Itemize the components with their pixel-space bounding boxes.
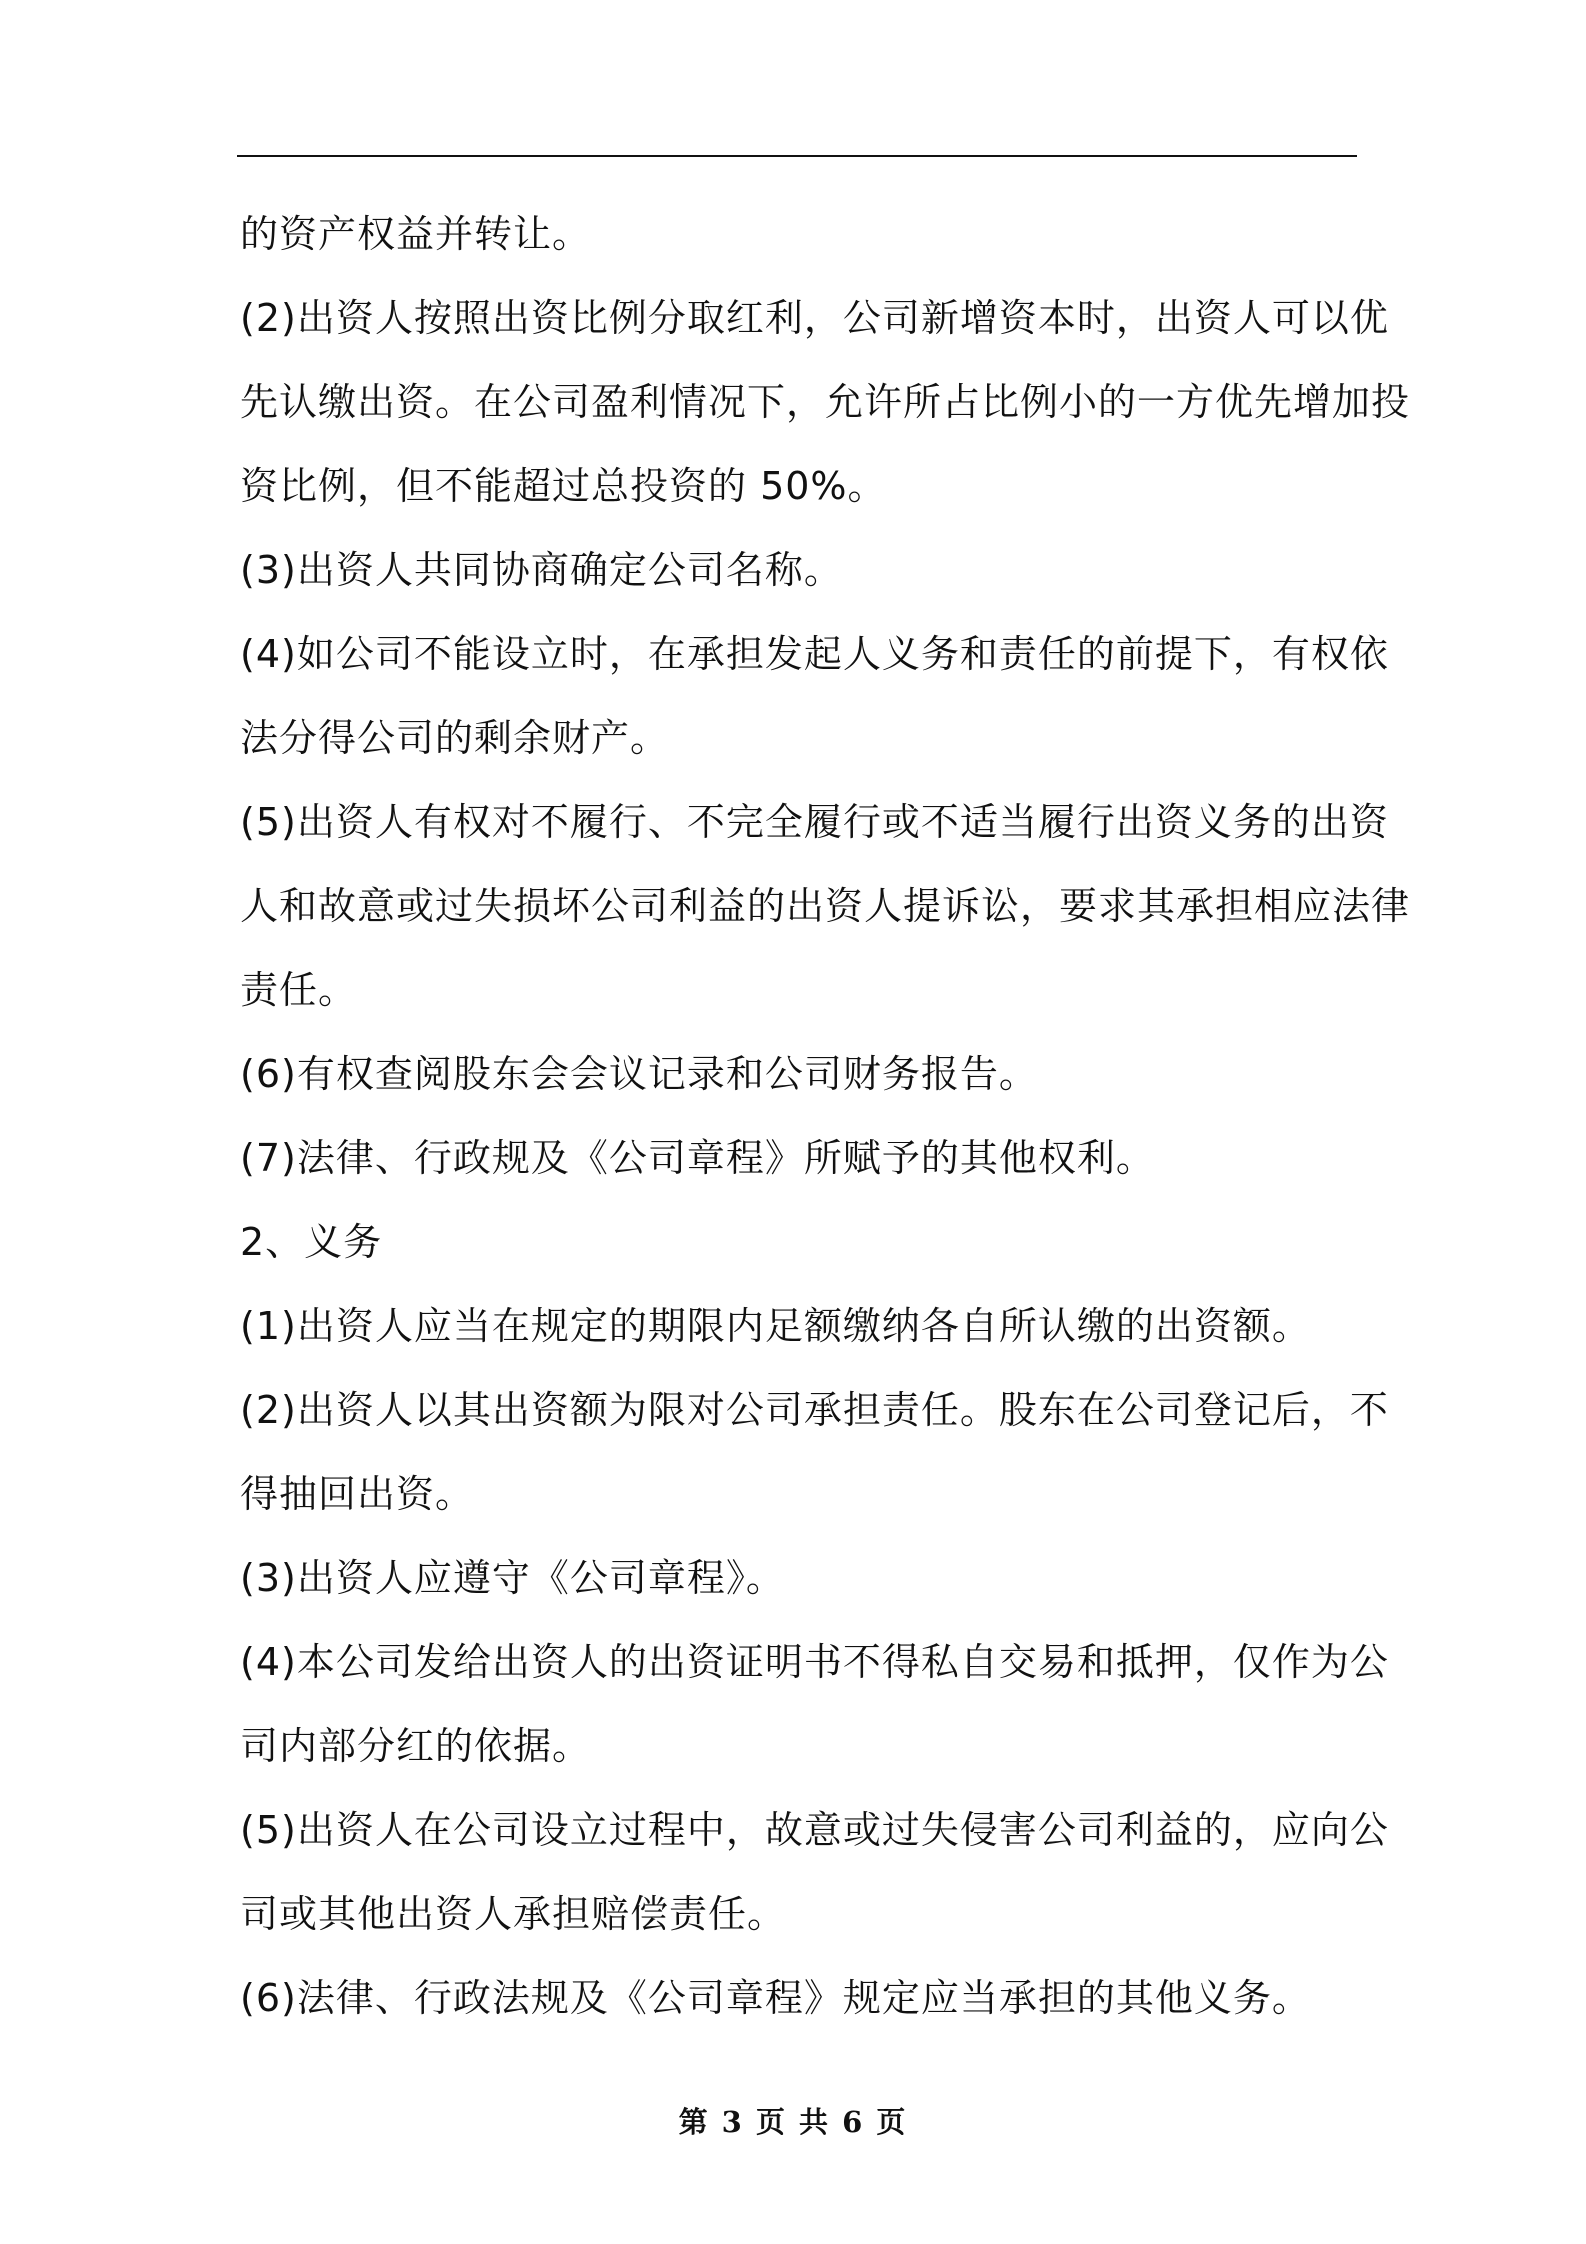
text-line: 司内部分红的依据。: [240, 1724, 592, 1768]
text-line: 司或其他出资人承担赔偿责任。: [240, 1892, 787, 1936]
text-line: (2)出资人以其出资额为限对公司承担责任。股东在公司登记后，不: [240, 1388, 1389, 1432]
text-line: 资比例，但不能超过总投资的 50%。: [240, 464, 887, 508]
text-line: (1)出资人应当在规定的期限内足额缴纳各自所认缴的出资额。: [240, 1304, 1311, 1348]
text-line: 先认缴出资。在公司盈利情况下，允许所占比例小的一方优先增加投: [240, 380, 1411, 424]
header-rule: [237, 155, 1357, 157]
text-line: (5)出资人在公司设立过程中，故意或过失侵害公司利益的，应向公: [240, 1808, 1389, 1852]
text-line: (3)出资人共同协商确定公司名称。: [240, 548, 843, 592]
text-line: (6)法律、行政法规及《公司章程》规定应当承担的其他义务。: [240, 1976, 1311, 2020]
text-line: (2)出资人按照出资比例分取红利，公司新增资本时，出资人可以优: [240, 296, 1389, 340]
text-line: 责任。: [240, 968, 358, 1012]
text-line: 的资产权益并转让。: [240, 212, 592, 256]
text-line: (4)如公司不能设立时，在承担发起人义务和责任的前提下，有权依: [240, 632, 1389, 676]
document-body: [240, 192, 1411, 2040]
text-line: 法分得公司的剩余财产。: [240, 716, 670, 760]
text-line: 得抽回出资。: [240, 1472, 475, 1516]
text-line: (7)法律、行政规及《公司章程》所赋予的其他权利。: [240, 1136, 1155, 1180]
text-line: (5)出资人有权对不履行、不完全履行或不适当履行出资义务的出资: [240, 800, 1389, 844]
page-number: 第 3 页 共 6 页: [678, 2105, 908, 2139]
text-line: (6)有权查阅股东会会议记录和公司财务报告。: [240, 1052, 1038, 1096]
text-line: (4)本公司发给出资人的出资证明书不得私自交易和抵押，仅作为公: [240, 1640, 1389, 1684]
section-heading: 2、义务: [240, 1220, 383, 1264]
text-line: (3)出资人应遵守《公司章程》。: [240, 1556, 785, 1600]
text-line: 人和故意或过失损坏公司利益的出资人提诉讼，要求其承担相应法律: [240, 884, 1411, 928]
